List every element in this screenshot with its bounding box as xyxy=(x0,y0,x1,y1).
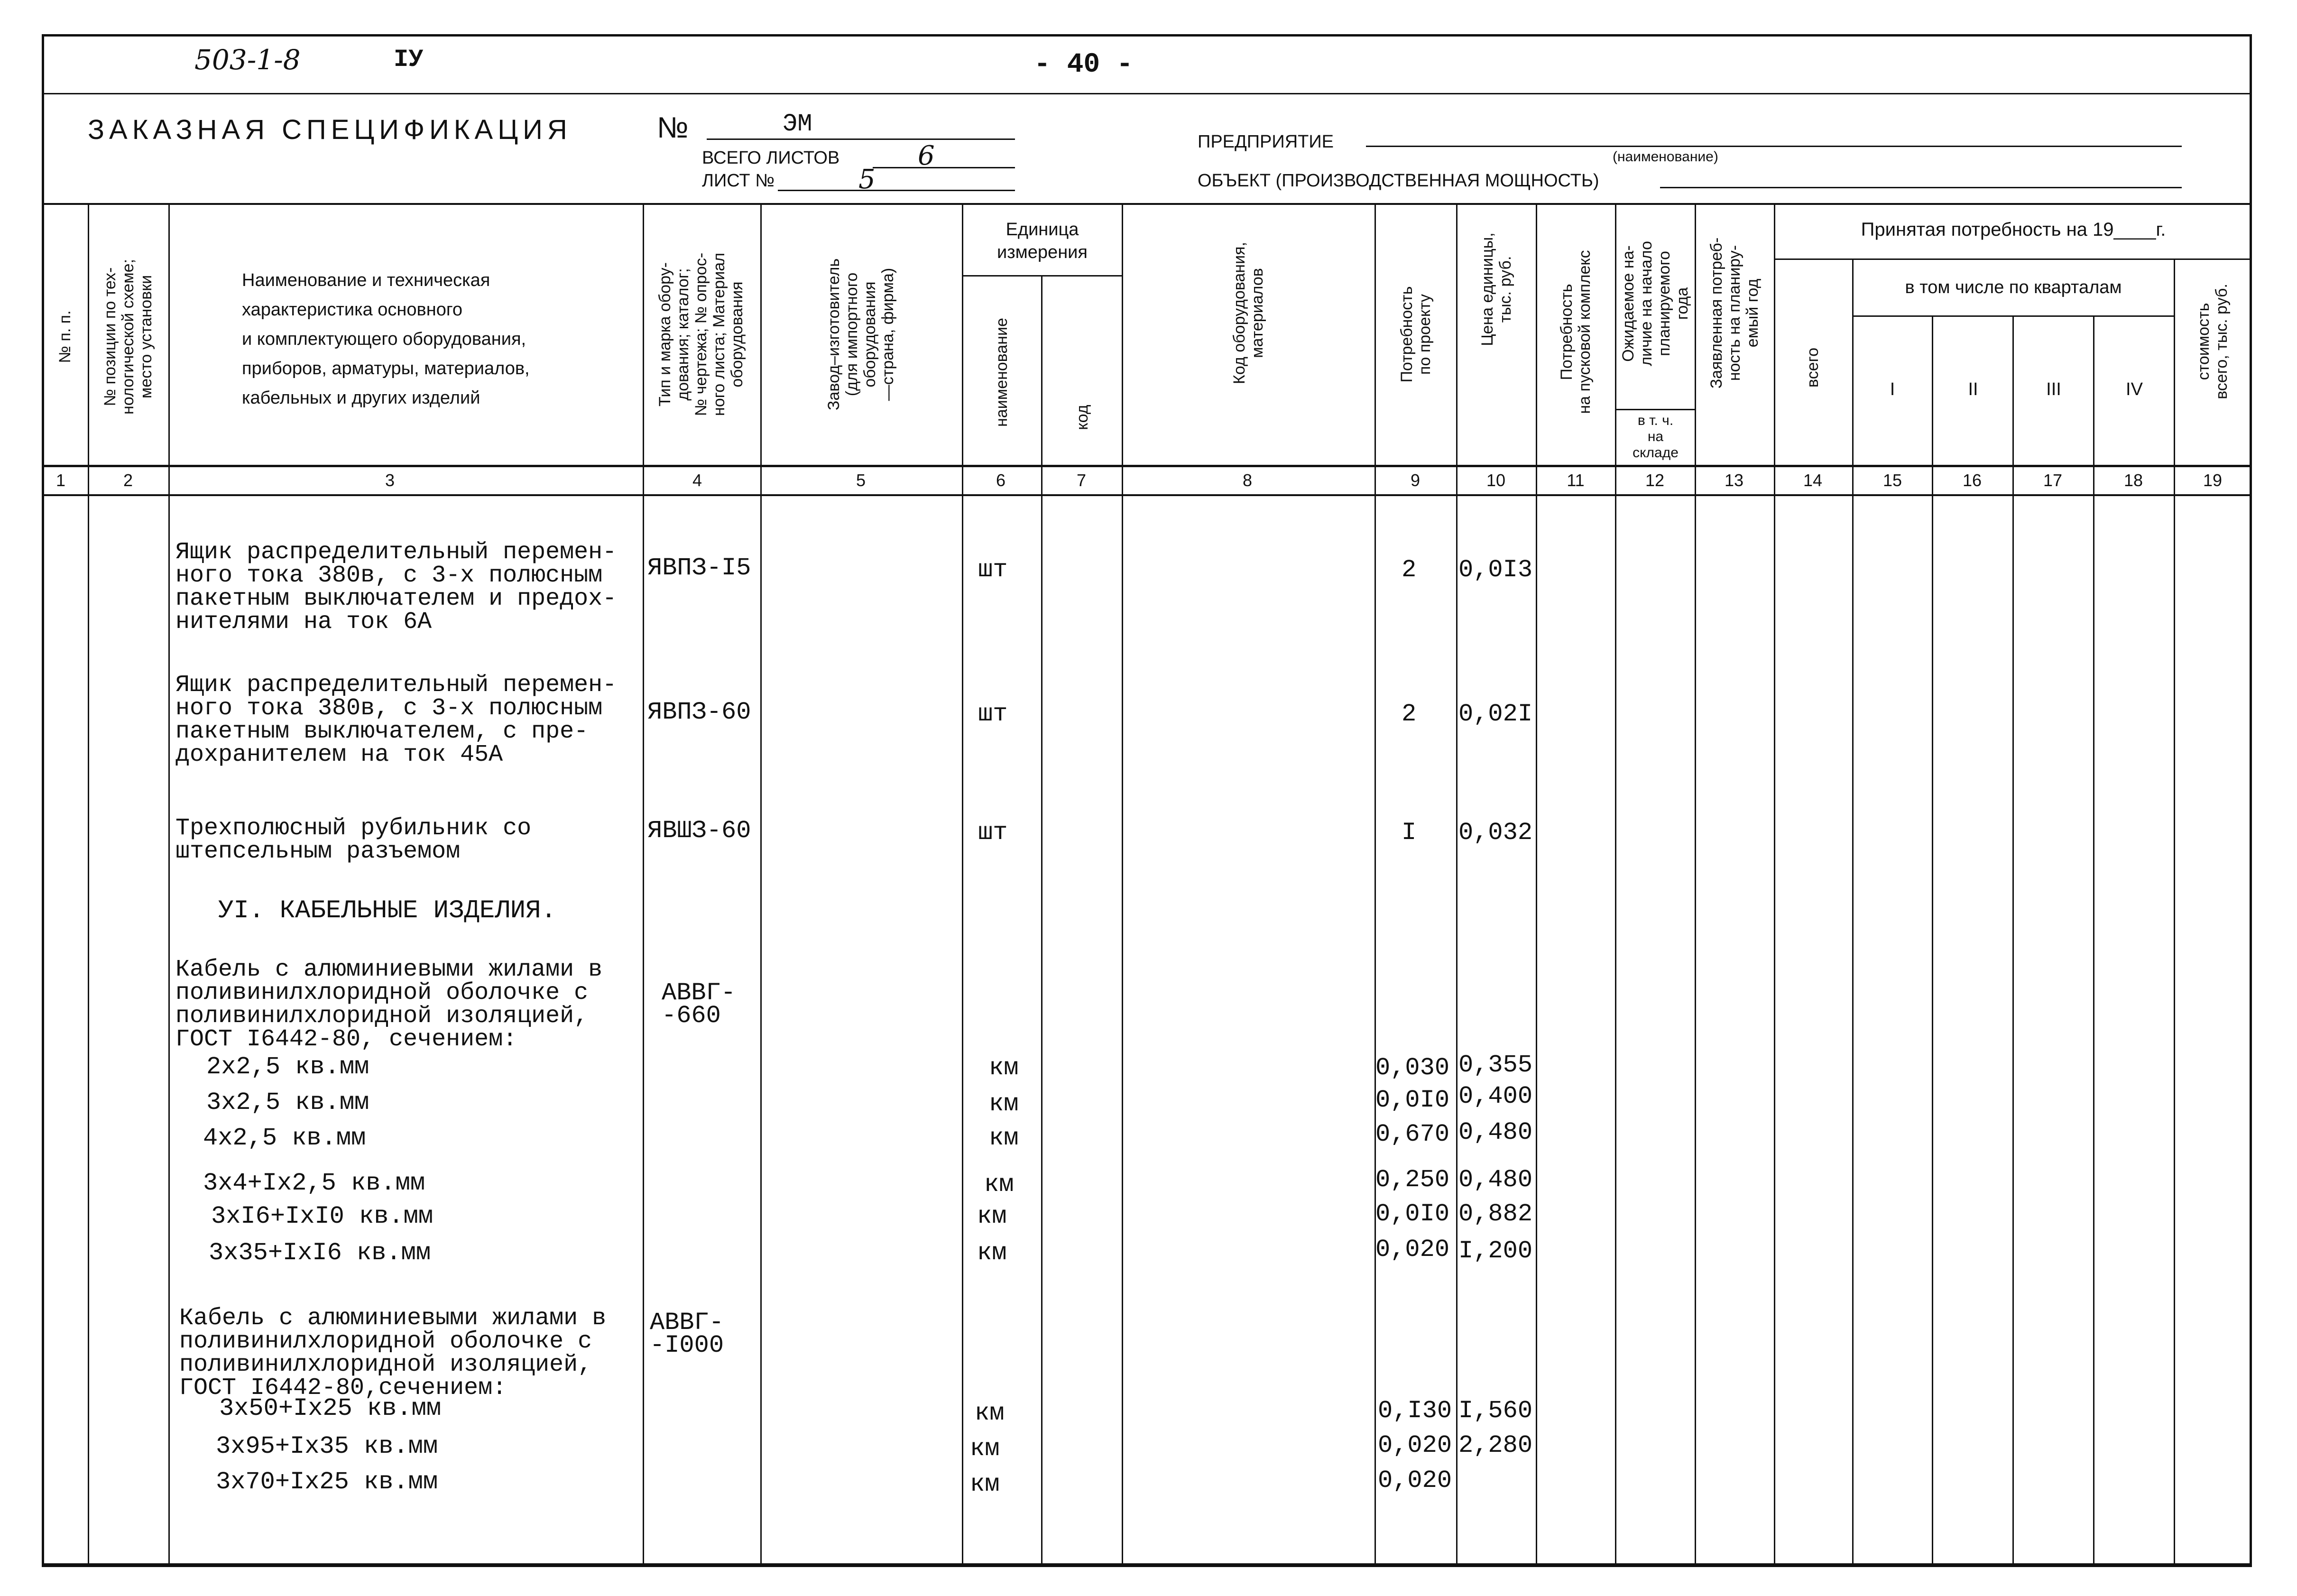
page-number: - 40 - xyxy=(1034,49,1133,80)
cable2-size-1: 3х50+Iх25 кв.мм xyxy=(219,1394,442,1422)
row-3-name: Трехполюсный рубильник со штепсельным разъемом xyxy=(175,815,532,865)
header-c6: наименование xyxy=(993,318,1011,427)
col-num-5: 5 xyxy=(856,470,866,490)
total-sheets-label: ВСЕГО ЛИСТОВ xyxy=(702,148,840,168)
row-3-qty: I xyxy=(1402,819,1417,847)
cable2-desc: Кабель с алюминиевыми жилами в поливинилхлоридной оболочке с поливинилхлоридной изоляцией, ГОСТ I6442-80,сечением: xyxy=(179,1305,607,1402)
header-accepted: Принятая потребность на 19____г. xyxy=(1861,219,2166,240)
cable1-qty-5: 0,0I0 xyxy=(1375,1200,1450,1228)
cable1-size-6: 3х35+IхI6 кв.мм xyxy=(209,1239,431,1267)
col-line-15 xyxy=(1932,315,1933,1564)
col-num-7: 7 xyxy=(1076,470,1087,490)
accepted-line xyxy=(1774,258,2252,260)
col-line-11 xyxy=(1615,203,1616,1564)
cable2-unit-3: км xyxy=(970,1470,1000,1498)
cable1-size-3: 4х2,5 кв.мм xyxy=(203,1124,366,1152)
header-bottom-line xyxy=(42,465,2252,467)
cable1-desc: Кабель с алюминиевыми жилами в поливинилхлоридной оболочке с поливинилхлоридной изоляцией, ГОСТ I6442-80, сечением: xyxy=(175,956,603,1053)
row-1-qty: 2 xyxy=(1402,556,1417,584)
header-quarters: в том числе по кварталам xyxy=(1905,277,2122,297)
cable2-qty-3: 0,020 xyxy=(1378,1467,1452,1495)
col-line-13 xyxy=(1774,203,1775,1564)
row-2-price: 0,02I xyxy=(1458,700,1533,728)
header-c12: Ожидаемое на- личие на начало планируемого года xyxy=(1619,241,1691,366)
cable1-qty-3: 0,670 xyxy=(1375,1120,1450,1148)
col-num-18: 18 xyxy=(2123,470,2143,490)
unit-group-line xyxy=(962,275,1123,277)
cable1-unit-4: км xyxy=(984,1171,1014,1199)
cable1-unit-3: км xyxy=(989,1124,1019,1152)
header-c14: всего xyxy=(1804,347,1822,388)
cable1-size-5: 3хI6+IхI0 кв.мм xyxy=(211,1202,434,1230)
col-num-19: 19 xyxy=(2203,470,2223,490)
row-1-unit: шт xyxy=(978,556,1008,584)
col-line-8 xyxy=(1375,203,1376,1564)
header-q2: II xyxy=(1968,379,1978,399)
volume-number: IУ xyxy=(394,46,424,74)
cable1-qty-1: 0,030 xyxy=(1375,1054,1450,1082)
cable1-price-5: 0,882 xyxy=(1458,1200,1533,1228)
table-bottom-line xyxy=(42,1563,2252,1567)
row-2-type: ЯВПЗ-60 xyxy=(647,698,751,726)
cable1-price-6: I,200 xyxy=(1458,1237,1533,1265)
col-num-11: 11 xyxy=(1567,470,1585,490)
header-q1: I xyxy=(1890,379,1895,399)
col-num-8: 8 xyxy=(1242,470,1253,490)
cable1-price-4: 0,480 xyxy=(1458,1166,1533,1194)
cable2-size-2: 3х95+Iх35 кв.мм xyxy=(216,1432,438,1460)
section-title: УI. КАБЕЛЬНЫЕ ИЗДЕЛИЯ. xyxy=(218,896,556,925)
cable1-unit-6: км xyxy=(977,1239,1007,1267)
header-c4: Тип и марка обору- дования; каталог; № чертежа; № опрос- ного листа; Материал оборудования xyxy=(656,252,746,416)
col-line-6 xyxy=(1041,275,1042,1564)
cable1-type: АВВГ- -660 xyxy=(662,979,736,1030)
title-divider xyxy=(42,93,2252,94)
cable2-type: АВВГ- -I000 xyxy=(650,1309,724,1359)
cable1-size-1: 2х2,5 кв.мм xyxy=(206,1053,369,1081)
header-c10: Цена единицы, тыс. руб. xyxy=(1478,232,1514,346)
col-num-3: 3 xyxy=(385,470,395,490)
col-line-4 xyxy=(760,203,762,1564)
col-num-2: 2 xyxy=(123,470,133,490)
col-num-15: 15 xyxy=(1882,470,1902,490)
col-line-3 xyxy=(643,203,644,1564)
cable1-price-1: 0,355 xyxy=(1458,1051,1533,1079)
enterprise-underline xyxy=(1366,146,2182,147)
cable1-size-4: 3х4+Iх2,5 кв.мм xyxy=(203,1169,425,1197)
row-3-price: 0,032 xyxy=(1458,819,1533,847)
row-2-qty: 2 xyxy=(1402,700,1417,728)
enterprise-label: ПРЕДПРИЯТИЕ xyxy=(1198,132,1334,152)
spec-number-underline xyxy=(707,138,1015,140)
header-top-line xyxy=(42,203,2252,205)
header-q3: III xyxy=(2046,379,2061,399)
col-line-9 xyxy=(1456,203,1458,1564)
cable2-price-2: 2,280 xyxy=(1458,1431,1533,1459)
object-label: ОБЪЕКТ (ПРОИЗВОДСТВЕННАЯ МОЩНОСТЬ) xyxy=(1198,171,1599,191)
cable1-unit-5: км xyxy=(977,1202,1007,1230)
row-3-unit: шт xyxy=(978,819,1008,847)
spec-number-label: № xyxy=(657,111,689,144)
cable2-size-3: 3х70+Iх25 кв.мм xyxy=(216,1468,438,1496)
col-num-12: 12 xyxy=(1645,470,1665,490)
cable1-size-2: 3х2,5 кв.мм xyxy=(206,1089,369,1116)
col-num-13: 13 xyxy=(1724,470,1744,490)
row-1-type: ЯВПЗ-I5 xyxy=(647,554,751,582)
col-line-1 xyxy=(88,203,89,1564)
name-hint: (наименование) xyxy=(1613,149,1718,165)
col-line-5 xyxy=(962,203,963,1564)
col-line-16 xyxy=(2012,315,2014,1564)
c12-sub-line xyxy=(1615,409,1696,410)
cable1-unit-1: км xyxy=(989,1054,1019,1082)
header-c19: стоимость всего, тыс. руб. xyxy=(2195,284,2231,399)
col-num-17: 17 xyxy=(2043,470,2063,490)
cable1-qty-4: 0,250 xyxy=(1375,1166,1450,1194)
col-line-12 xyxy=(1695,203,1696,1564)
cable2-price-1: I,560 xyxy=(1458,1397,1533,1425)
numbers-bottom-line xyxy=(42,494,2252,496)
col-num-4: 4 xyxy=(692,470,702,490)
header-c8: Код оборудования, материалов xyxy=(1230,242,1266,384)
sheet-underline xyxy=(778,190,1015,191)
row-3-type: ЯВШЗ-60 xyxy=(647,817,751,845)
col-num-1: 1 xyxy=(55,470,66,490)
header-c2: № позиции по тех- нологической схеме; место установки xyxy=(101,259,155,415)
col-line-7 xyxy=(1122,203,1123,1564)
col-line-2 xyxy=(168,203,170,1564)
header-c3: Наименование и техническая характеристика основного и комплектующего оборудования, приборов, арматуры, материалов, кабельных и других изделий xyxy=(242,270,530,408)
spec-title: ЗАКАЗНАЯ СПЕЦИФИКАЦИЯ xyxy=(88,114,572,145)
header-unit-group: Единица измерения xyxy=(997,220,1088,262)
spec-number-value: ЭМ xyxy=(783,110,812,138)
cable2-qty-2: 0,020 xyxy=(1378,1431,1452,1459)
header-c13: Заявленная потреб- ность на планиру- емый год xyxy=(1707,237,1762,389)
header-c7: код xyxy=(1073,405,1091,430)
cable2-qty-1: 0,I30 xyxy=(1378,1397,1452,1425)
col-num-16: 16 xyxy=(1962,470,1982,490)
row-2-name: Ящик распределительный перемен- ного тока 380в, с 3-х полюсным пакетным выключателем, с пре- дохранителем на ток 45А xyxy=(175,672,617,768)
sheet-label: ЛИСТ № xyxy=(702,171,775,191)
col-line-10 xyxy=(1536,203,1537,1564)
row-2-unit: шт xyxy=(978,700,1008,728)
row-1-name: Ящик распределительный перемен- ного тока 380в, с 3-х полюсным пакетным выключателем и предох- нителями на ток 6А xyxy=(175,539,617,636)
project-code: 503-1-8 xyxy=(194,44,301,76)
col-num-6: 6 xyxy=(996,470,1006,490)
header-c1: № п. п. xyxy=(56,310,74,363)
row-1-price: 0,0I3 xyxy=(1458,556,1533,584)
col-num-10: 10 xyxy=(1486,470,1506,490)
col-num-14: 14 xyxy=(1803,470,1823,490)
total-sheets-underline xyxy=(873,167,1015,168)
header-c11: Потребность на пусковой комплекс xyxy=(1558,250,1594,414)
cable1-price-3: 0,480 xyxy=(1458,1118,1533,1146)
total-sheets-value: 6 xyxy=(918,140,935,171)
quarters-line xyxy=(1852,315,2175,317)
cable1-qty-6: 0,020 xyxy=(1375,1236,1450,1264)
cable2-unit-2: км xyxy=(970,1435,1000,1463)
cable1-qty-2: 0,0I0 xyxy=(1375,1086,1450,1114)
header-c9: Потребность по проекту xyxy=(1398,286,1434,383)
header-c12-sub: в т. ч. на складе xyxy=(1633,413,1679,461)
col-num-9: 9 xyxy=(1410,470,1421,490)
cable1-price-2: 0,400 xyxy=(1458,1082,1533,1110)
cable1-unit-2: км xyxy=(989,1090,1019,1118)
cable2-unit-1: км xyxy=(975,1399,1005,1427)
col-line-18 xyxy=(2174,258,2175,1564)
sheet-value: 5 xyxy=(858,164,876,195)
col-line-14 xyxy=(1852,258,1854,1564)
header-q4: IV xyxy=(2126,379,2143,399)
header-c5: Завод–изготовитель (для импортного оборудования —страна, фирма) xyxy=(825,258,897,411)
object-underline xyxy=(1660,187,2182,188)
col-line-17 xyxy=(2093,315,2094,1564)
